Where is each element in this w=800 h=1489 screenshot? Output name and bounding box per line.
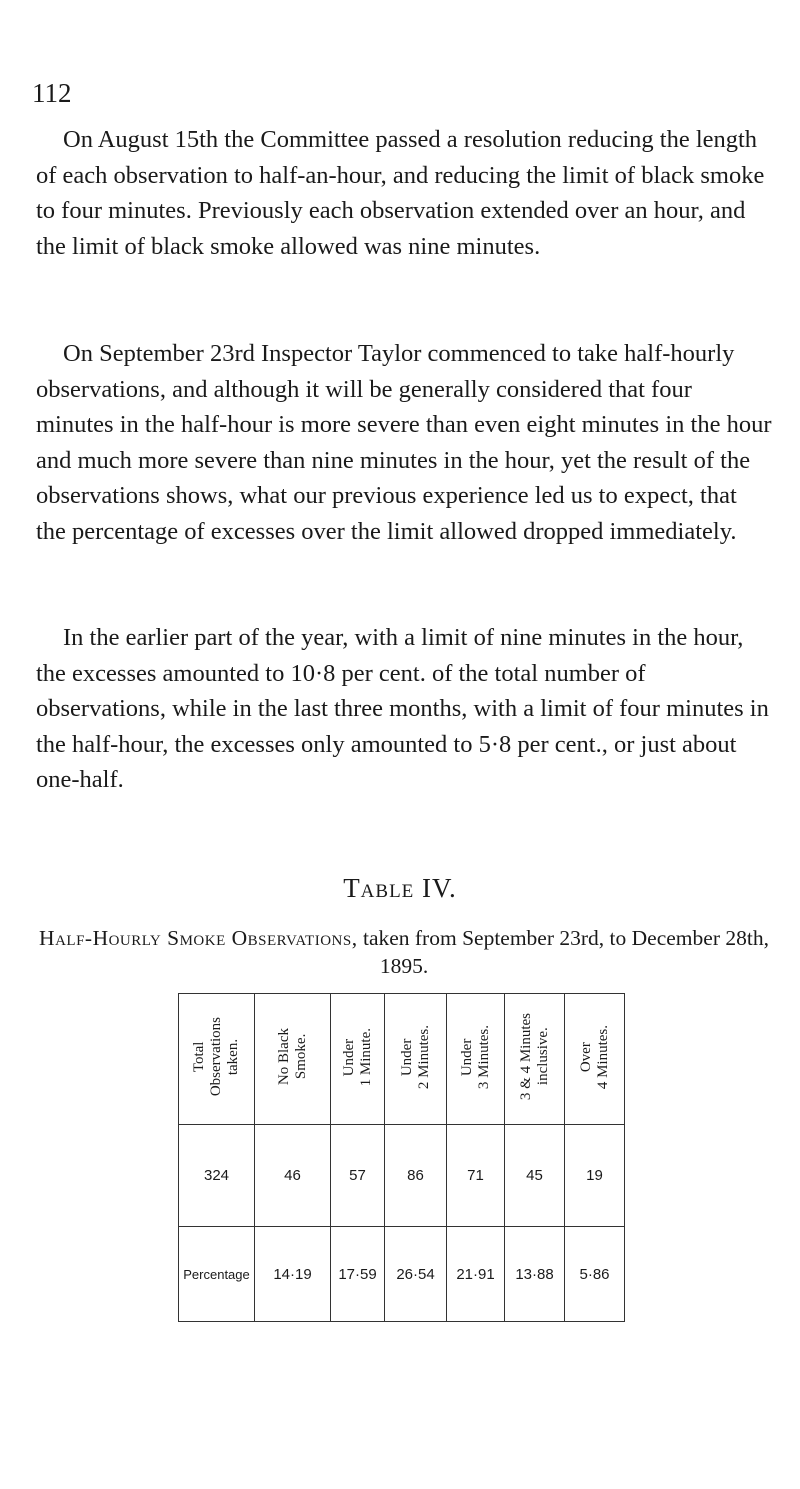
header-over-4-minutes: Over 4 Minutes. [565,994,625,1125]
pct-3-and-4-minutes: 13·88 [505,1227,565,1322]
paragraph-2: On September 23rd Inspector Taylor commenced to take half-hourly observations, and although it will be generally considered that four minutes in the half-hour is more severe than even eight minutes in the hour and much more severe than nine minutes in the hour, yet the result of the observations shows, what our previous experience led us to expect, that the percentage of excesses over the limit allowed dropped immediately. [36,340,772,545]
header-3-and-4-minutes: 3 & 4 Minutes inclusive. [505,994,565,1125]
count-3-and-4-minutes: 45 [505,1125,565,1227]
count-total: 324 [179,1125,255,1227]
pct-under-1-minute: 17·59 [331,1227,385,1322]
header-under-1-minute: Under 1 Minute. [331,994,385,1125]
paragraph-3: In the earlier part of the year, with a limit of nine minutes in the hour, the excesses amounted to 10·8 per cent. of the total number of observations, while in the last three months, with a limit of four minutes in the half-hour, the excesses only amounted to 5·8 per cent., or just about one-half. [36,624,769,794]
header-total-observations: Total Observations taken. [179,994,255,1125]
percentage-label: Percentage [179,1227,255,1322]
table-row-percentage [179,1227,625,1322]
header-under-2-minutes: Under 2 Minutes. [385,994,447,1125]
table-row-counts [179,1125,625,1227]
header-no-black-smoke: No Black Smoke. [255,994,331,1125]
count-over-4-minutes: 19 [565,1125,625,1227]
pct-under-3-minutes: 21·91 [447,1227,505,1322]
paragraph-1: On August 15th the Committee passed a resolution reducing the length of each observation to half-an-hour, and reducing the limit of black smoke to four minutes. Previously each observation extended over an hour, and the limit of black smoke allowed was nine minutes. [36,126,765,260]
pct-no-black-smoke: 14·19 [255,1227,331,1322]
header-under-3-minutes: Under 3 Minutes. [447,994,505,1125]
table-caption-heading: Half-Hourly Smoke Observations, [39,926,358,950]
count-under-2-minutes: 86 [385,1125,447,1227]
count-under-3-minutes: 71 [447,1125,505,1227]
page-number: 112 [32,78,72,108]
pct-over-4-minutes: 5·86 [565,1227,625,1322]
table-caption [36,924,772,980]
table-header-row [179,994,625,1125]
count-under-1-minute: 57 [331,1125,385,1227]
table-title: Table IV. [343,873,457,903]
count-no-black-smoke: 46 [255,1125,331,1227]
smoke-observations-table [178,993,625,1322]
pct-under-2-minutes: 26·54 [385,1227,447,1322]
table-caption-text: taken from September 23rd, to December 28th, 1895. [357,926,769,978]
